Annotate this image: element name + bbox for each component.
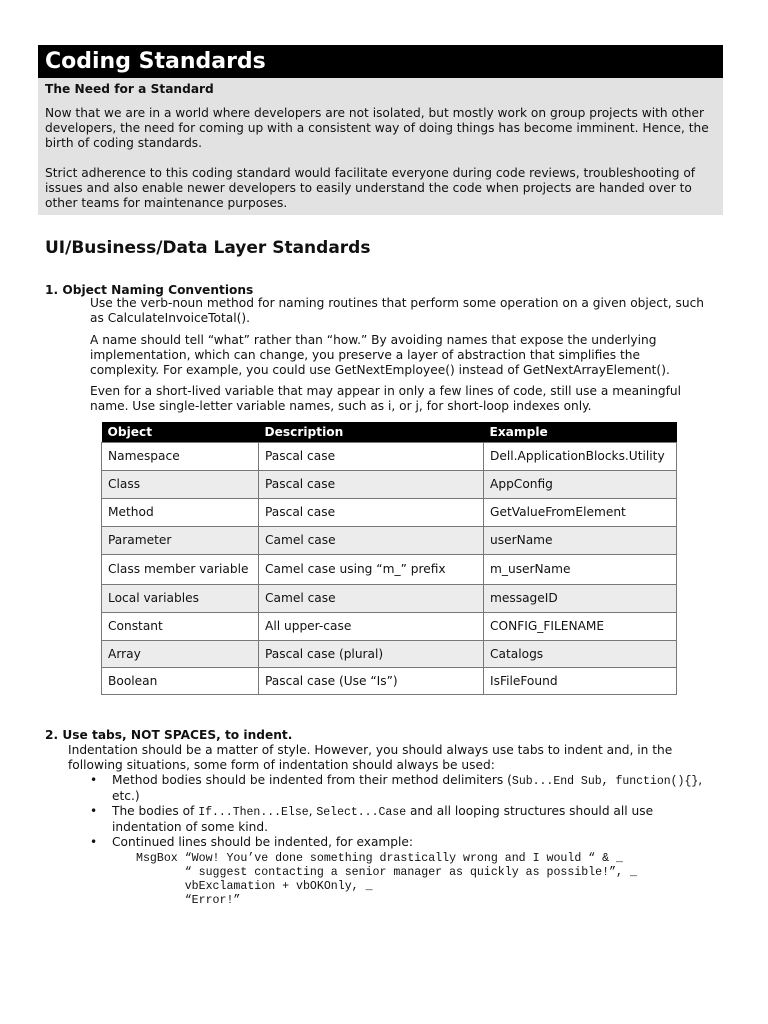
table-row — [102, 641, 677, 668]
list-item-text: Method bodies should be indented from their method delimiters ( — [112, 773, 512, 787]
table-cell: Pascal case — [259, 443, 484, 471]
table-cell: Pascal case — [259, 499, 484, 527]
table-cell: Class — [102, 471, 259, 499]
table-cell: All upper-case — [259, 613, 484, 641]
table-cell: Catalogs — [484, 641, 677, 668]
naming-table — [101, 422, 677, 695]
inline-code: If...Then...Else — [198, 806, 309, 819]
table-cell: Local variables — [102, 585, 259, 613]
intro-paragraph-1: Now that we are in a world where developers are not isolated, but mostly work on group projects with other developers, the need for coming up with a consistent way of doing things has become imminent. Hence, the birth of coding standards. — [45, 106, 709, 150]
table-cell: Boolean — [102, 668, 259, 695]
bullet-icon: • — [90, 835, 98, 849]
code-example — [136, 852, 637, 908]
naming-heading: 1. Object Naming Conventions — [45, 283, 254, 297]
table-cell: Parameter — [102, 527, 259, 555]
list-item — [90, 804, 720, 835]
page-title: Coding Standards — [45, 49, 266, 74]
list-item-text: , — [308, 804, 317, 818]
table-row — [102, 613, 677, 641]
list-item-text: , etc.) — [112, 773, 703, 803]
table-cell: Method — [102, 499, 259, 527]
table-cell: Camel case — [259, 585, 484, 613]
naming-paragraph-3: Even for a short-lived variable that may appear in only a few lines of code, still use a meaningful name. Use single-letter variable names, such as i, or j, for short-loop indexes only. — [90, 384, 682, 413]
table-row — [102, 471, 677, 499]
code-line: “ suggest contacting a senior manager as quickly as possible!”, _ — [136, 866, 637, 879]
table-cell: Pascal case (plural) — [259, 641, 484, 668]
intro-paragraph-2: Strict adherence to this coding standard would facilitate everyone during code reviews, troubleshooting of issues and also enable newer developers to easily understand the code when projects are handed over to other teams for maintenance purposes. — [45, 166, 696, 210]
table-cell: Namespace — [102, 443, 259, 471]
intro-box — [38, 78, 723, 215]
table-cell: Pascal case — [259, 471, 484, 499]
table-header-row — [102, 422, 677, 443]
list-item — [90, 773, 720, 804]
naming-paragraph-2: A name should tell “what” rather than “how.” By avoiding names that expose the underlying implementation, which can change, you preserve a layer of abstraction that simplifies the complexity. For example, you could use GetNextEmployee() instead of GetNextArrayElement(). — [90, 333, 670, 377]
code-line: vbExclamation + vbOKOnly, _ — [136, 880, 373, 893]
table-header: Example — [484, 422, 677, 443]
table-row — [102, 443, 677, 471]
table-cell: CONFIG_FILENAME — [484, 613, 677, 641]
list-item — [90, 835, 720, 850]
indent-paragraph: Indentation should be a matter of style. However, you should always use tabs to indent and, in the following situations, some form of indentation should always be used: — [68, 743, 673, 772]
section-title: UI/Business/Data Layer Standards — [45, 238, 371, 258]
table-row — [102, 585, 677, 613]
list-item-text: Continued lines should be indented, for example: — [112, 835, 414, 849]
table-row — [102, 499, 677, 527]
table-cell: Pascal case (Use “Is”) — [259, 668, 484, 695]
table-cell: Camel case — [259, 527, 484, 555]
inline-code: Sub...End Sub, function(){} — [511, 775, 699, 788]
table-row — [102, 555, 677, 585]
naming-paragraph-1: Use the verb-noun method for naming routines that perform some operation on a given object, such as CalculateInvoiceTotal(). — [90, 296, 704, 325]
bullet-icon: • — [90, 773, 98, 787]
table-cell: messageID — [484, 585, 677, 613]
bullet-icon: • — [90, 804, 98, 818]
code-line: “Error!” — [136, 894, 241, 907]
table-row — [102, 668, 677, 695]
title-bar — [38, 45, 723, 78]
intro-subtitle: The Need for a Standard — [45, 82, 214, 96]
table-header: Object — [102, 422, 259, 443]
table-row — [102, 527, 677, 555]
table-cell: m_userName — [484, 555, 677, 585]
table-cell: AppConfig — [484, 471, 677, 499]
table-cell: Array — [102, 641, 259, 668]
list-item-text: The bodies of — [112, 804, 199, 818]
table-cell: Dell.ApplicationBlocks.Utility — [484, 443, 677, 471]
table-cell: Camel case using “m_” prefix — [259, 555, 484, 585]
code-line: MsgBox “Wow! You’ve done something drastically wrong and I would “ & _ — [136, 852, 624, 865]
indent-list — [90, 773, 720, 850]
table-cell: Class member variable — [102, 555, 259, 585]
table-cell: GetValueFromElement — [484, 499, 677, 527]
table-header: Description — [259, 422, 484, 443]
inline-code: Select...Case — [316, 806, 407, 819]
table-cell: IsFileFound — [484, 668, 677, 695]
table-cell: Constant — [102, 613, 259, 641]
list-item-text: and all looping structures should all use indentation of some kind. — [112, 804, 654, 834]
table-cell: userName — [484, 527, 677, 555]
indent-heading: 2. Use tabs, NOT SPACES, to indent. — [45, 728, 293, 742]
